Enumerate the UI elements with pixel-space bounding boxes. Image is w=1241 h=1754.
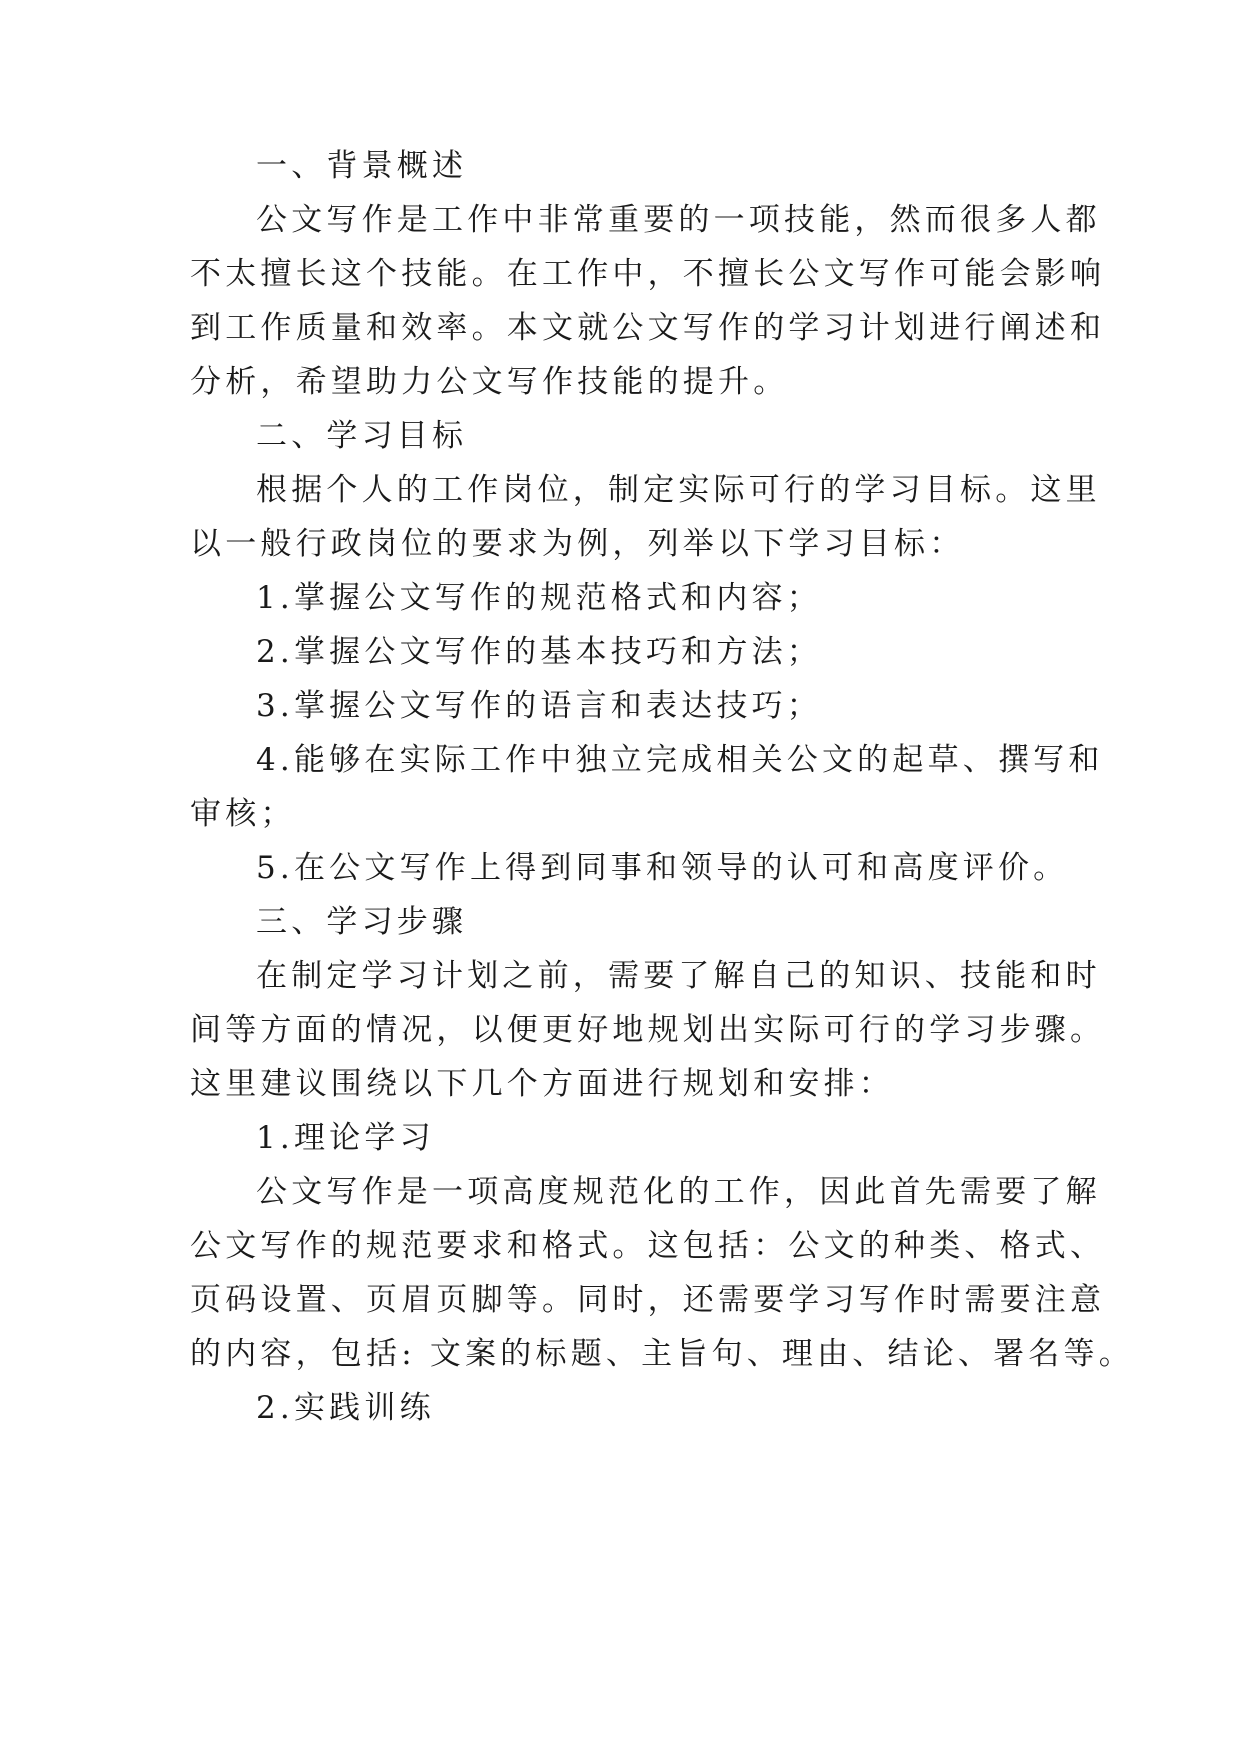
paragraph-line: 这里建议围绕以下几个方面进行规划和安排：	[190, 1066, 894, 1102]
subsection-heading: 2.实践训练	[256, 1390, 435, 1426]
section-heading: 三、学习步骤	[256, 904, 468, 940]
paragraph-line: 到工作质量和效率。本文就公文写作的学习计划进行阐述和	[190, 310, 1106, 346]
paragraph-line: 在制定学习计划之前，需要了解自己的知识、技能和时	[256, 958, 1101, 994]
paragraph-line: 以一般行政岗位的要求为例，列举以下学习目标：	[190, 526, 965, 562]
list-item: 3.掌握公文写作的语言和表达技巧；	[256, 688, 822, 724]
paragraph-line: 页码设置、页眉页脚等。同时，还需要学习写作时需要注意	[190, 1282, 1106, 1318]
list-item: 2.掌握公文写作的基本技巧和方法；	[256, 634, 822, 670]
paragraph-line: 公文写作的规范要求和格式。这包括：公文的种类、格式、	[190, 1228, 1106, 1264]
paragraph-line: 根据个人的工作岗位，制定实际可行的学习目标。这里	[256, 472, 1101, 508]
paragraph-line: 分析，希望助力公文写作技能的提升。	[190, 364, 789, 400]
paragraph-line: 公文写作是工作中非常重要的一项技能，然而很多人都	[256, 202, 1101, 238]
list-item: 1.掌握公文写作的规范格式和内容；	[256, 580, 822, 616]
paragraph-line: 的内容，包括: 文案的标题、主旨句、理由、结论、署名等。	[190, 1336, 1134, 1372]
section-heading: 一、背景概述	[256, 148, 468, 184]
list-item: 5.在公文写作上得到同事和领导的认可和高度评价。	[256, 850, 1069, 886]
subsection-heading: 1.理论学习	[256, 1120, 435, 1156]
paragraph-line: 间等方面的情况，以便更好地规划出实际可行的学习步骤。	[190, 1012, 1106, 1048]
paragraph-line: 不太擅长这个技能。在工作中，不擅长公文写作可能会影响	[190, 256, 1106, 292]
paragraph-line: 公文写作是一项高度规范化的工作，因此首先需要了解	[256, 1174, 1101, 1210]
list-item: 4.能够在实际工作中独立完成相关公文的起草、撰写和	[256, 742, 1104, 778]
list-item-continuation: 审核；	[190, 796, 296, 832]
section-heading: 二、学习目标	[256, 418, 468, 454]
